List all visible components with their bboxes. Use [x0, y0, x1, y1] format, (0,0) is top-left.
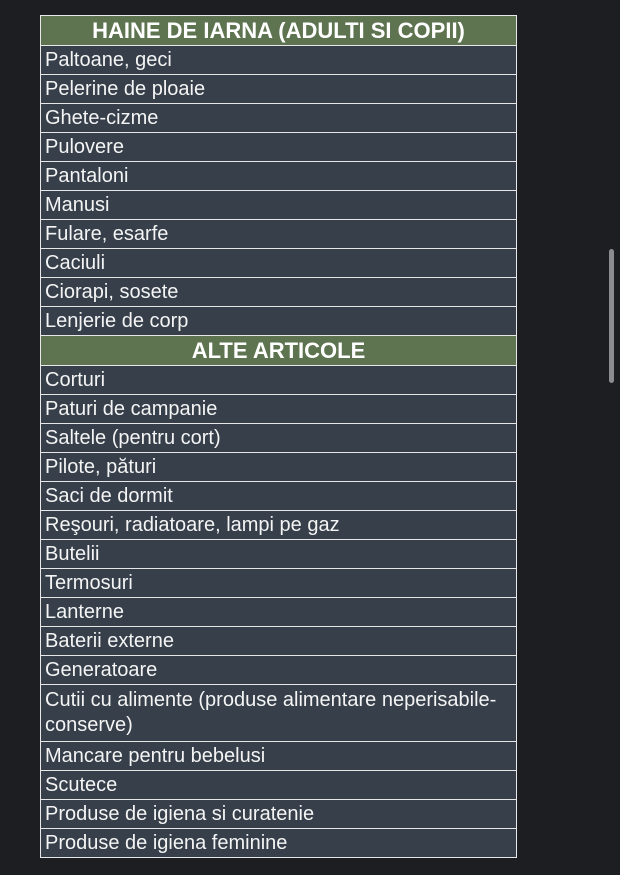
table-row — [41, 278, 517, 307]
table-row — [41, 800, 517, 829]
list-item: Mancare pentru bebelusi — [41, 742, 517, 771]
table-row — [41, 220, 517, 249]
list-item: Pantaloni — [41, 162, 517, 191]
list-body — [41, 16, 517, 858]
section-header-row — [41, 16, 517, 46]
list-item: Lanterne — [41, 598, 517, 627]
list-item: Pulovere — [41, 133, 517, 162]
table-row — [41, 540, 517, 569]
vertical-scrollbar[interactable] — [609, 249, 614, 383]
list-item: Saci de dormit — [41, 482, 517, 511]
list-item: Caciuli — [41, 249, 517, 278]
list-item: Termosuri — [41, 569, 517, 598]
table-row — [41, 307, 517, 336]
list-item: Scutece — [41, 771, 517, 800]
list-item: Pilote, pături — [41, 453, 517, 482]
table-row — [41, 46, 517, 75]
list-item: Corturi — [41, 366, 517, 395]
list-item: Reşouri, radiatoare, lampi pe gaz — [41, 511, 517, 540]
table-row — [41, 482, 517, 511]
list-item: Baterii externe — [41, 627, 517, 656]
table-row — [41, 829, 517, 858]
list-item: Paltoane, geci — [41, 46, 517, 75]
list-item: Produse de igiena si curatenie — [41, 800, 517, 829]
table-row — [41, 511, 517, 540]
table-row — [41, 685, 517, 742]
table-row — [41, 75, 517, 104]
table-row — [41, 133, 517, 162]
table-row — [41, 627, 517, 656]
table-row — [41, 453, 517, 482]
list-item: Ghete-cizme — [41, 104, 517, 133]
table-row — [41, 656, 517, 685]
table-row — [41, 598, 517, 627]
list-item: Manusi — [41, 191, 517, 220]
list-item: Produse de igiena feminine — [41, 829, 517, 858]
donation-list-table — [40, 15, 517, 858]
section-header-row — [41, 336, 517, 366]
table-row — [41, 249, 517, 278]
list-item: Saltele (pentru cort) — [41, 424, 517, 453]
table-row — [41, 366, 517, 395]
list-item: Generatoare — [41, 656, 517, 685]
table-row — [41, 162, 517, 191]
table-row — [41, 742, 517, 771]
table-row — [41, 395, 517, 424]
list-item: Ciorapi, sosete — [41, 278, 517, 307]
table-row — [41, 569, 517, 598]
list-item: Cutii cu alimente (produse alimentare neperisabile-conserve) — [41, 685, 517, 742]
list-item: Butelii — [41, 540, 517, 569]
list-item: Fulare, esarfe — [41, 220, 517, 249]
list-item: Lenjerie de corp — [41, 307, 517, 336]
table-row — [41, 191, 517, 220]
table-row — [41, 104, 517, 133]
table-row — [41, 771, 517, 800]
list-item: Pelerine de ploaie — [41, 75, 517, 104]
table-row — [41, 424, 517, 453]
section-title: ALTE ARTICOLE — [41, 336, 517, 366]
list-item: Paturi de campanie — [41, 395, 517, 424]
section-title: HAINE DE IARNA (ADULTI SI COPII) — [41, 16, 517, 46]
